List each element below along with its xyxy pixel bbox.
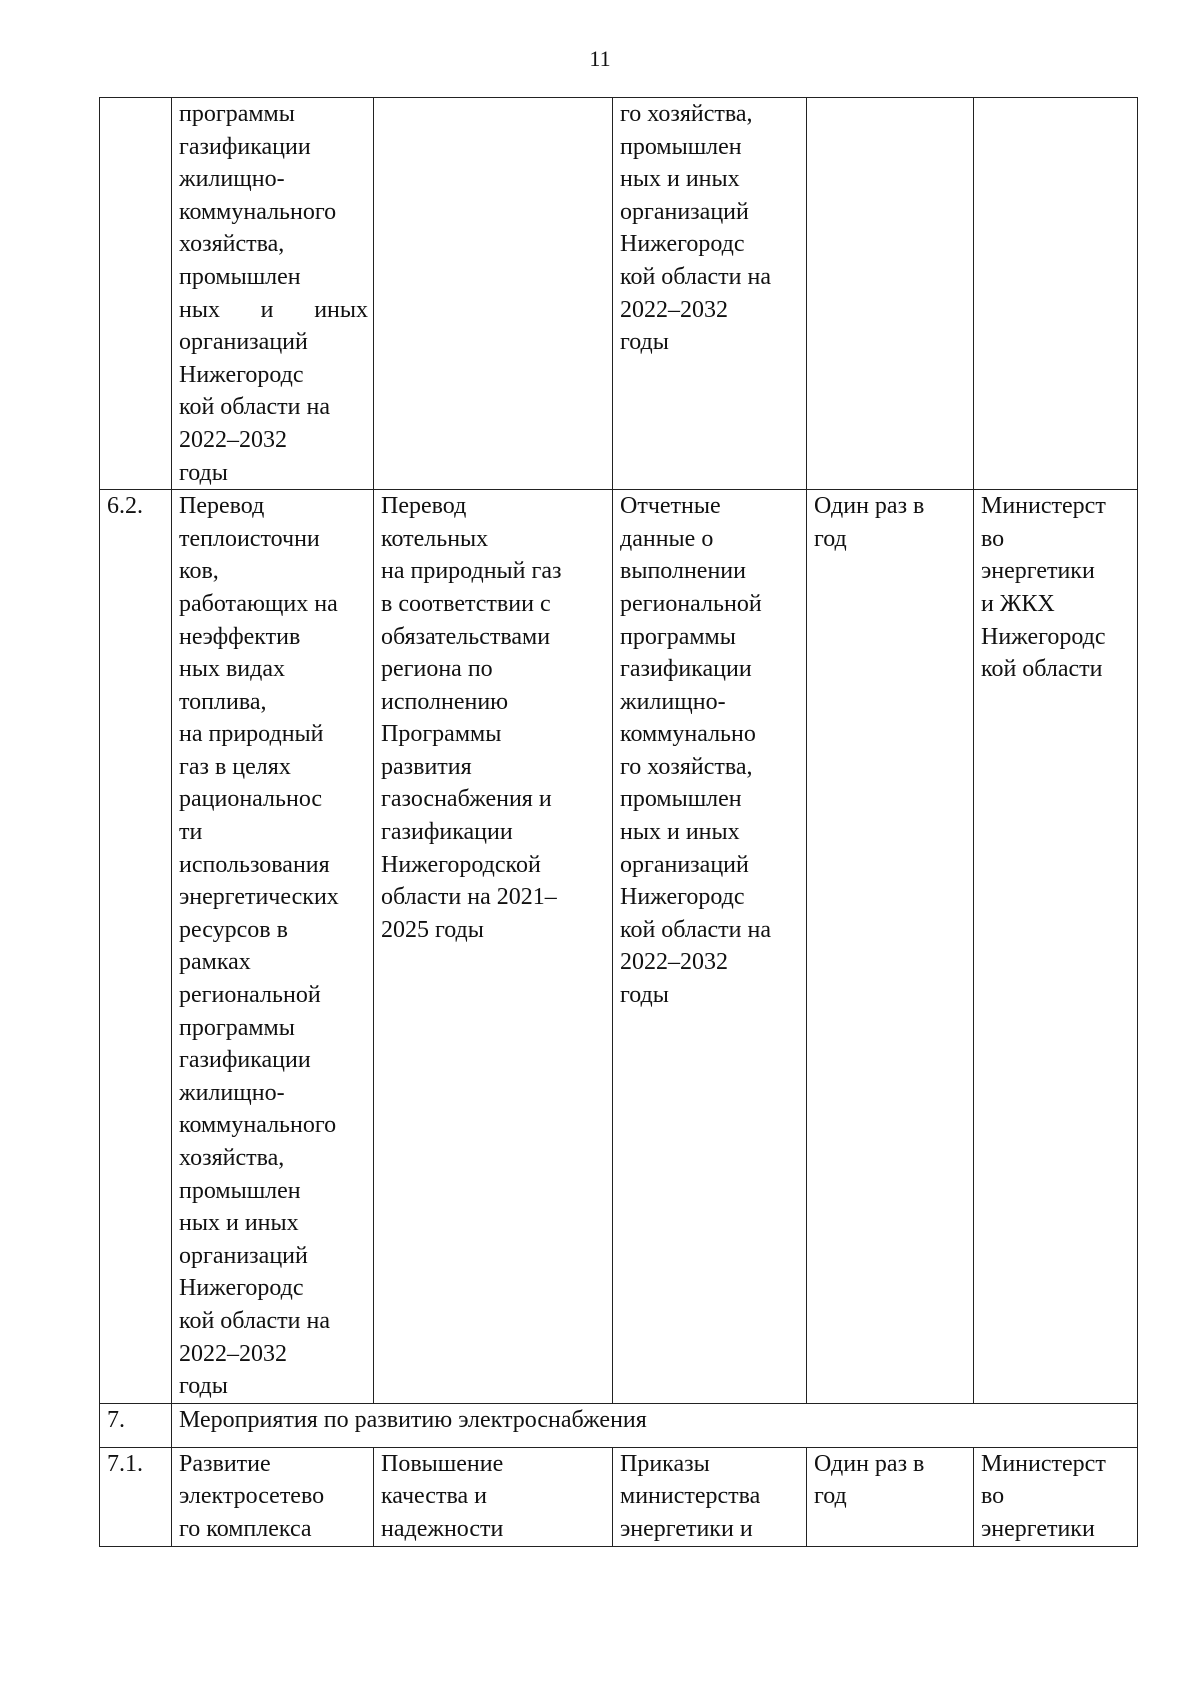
cell-line: газификации bbox=[381, 819, 513, 846]
cell-line: го хозяйства, bbox=[620, 753, 753, 780]
cell-line: Нижегородс bbox=[179, 1275, 304, 1302]
cell-line: во bbox=[981, 525, 1005, 552]
cell-line: промышлен bbox=[179, 1177, 301, 1204]
cell-line: программы bbox=[179, 1014, 295, 1041]
cell-line: го комплекса bbox=[179, 1515, 312, 1542]
cell-line: и ЖКХ bbox=[981, 590, 1055, 617]
cell-line: промышлен bbox=[620, 786, 742, 813]
cell-line: во bbox=[981, 1483, 1005, 1510]
row-number-cell bbox=[100, 1403, 172, 1447]
cell-line: Нижегородс bbox=[620, 884, 745, 911]
cell-line: ков, bbox=[179, 558, 219, 585]
cell-line: на природный газ bbox=[381, 558, 562, 585]
cell-line: годы bbox=[620, 982, 669, 1009]
measure-name-cell bbox=[172, 490, 374, 1404]
expected-result-cell bbox=[374, 490, 613, 1404]
cell-line bbox=[179, 294, 368, 327]
cell-line: кой области bbox=[981, 656, 1103, 683]
cell-line: энергетики bbox=[981, 1515, 1095, 1542]
cell-line: жилищно- bbox=[620, 688, 726, 715]
cell-line: выполнении bbox=[620, 558, 746, 585]
cell-line: Нижегородской bbox=[381, 851, 541, 878]
cell-line: неэффектив bbox=[179, 623, 301, 650]
cell-line: ресурсов в bbox=[179, 916, 288, 943]
cell-line: организаций bbox=[620, 851, 749, 878]
cell-line: региона по bbox=[381, 656, 493, 683]
cell-line: годы bbox=[620, 329, 669, 356]
cell-line: обязательствами bbox=[381, 623, 551, 650]
cell-line: кой области на bbox=[179, 1307, 331, 1334]
cell-line: ных и иных bbox=[620, 819, 740, 846]
cell-line: коммунального bbox=[179, 1112, 337, 1139]
cell-line: газификации bbox=[179, 1047, 311, 1074]
cell-line: газоснабжения и bbox=[381, 786, 552, 813]
table-row bbox=[100, 1403, 1138, 1447]
cell-line: 2022–2032 bbox=[179, 426, 287, 453]
section-title: Мероприятия по развитию электроснабжения bbox=[179, 1406, 647, 1433]
cell-line: ных видах bbox=[179, 656, 286, 683]
cell-line: коммунального bbox=[179, 198, 337, 225]
table-row bbox=[100, 1447, 1138, 1546]
cell-line: рамках bbox=[179, 949, 251, 976]
cell-line: энергетики bbox=[981, 558, 1095, 585]
cell-line: Нижегородс bbox=[620, 231, 745, 258]
cell-line: Перевод bbox=[381, 493, 467, 520]
cell-line: промышлен bbox=[179, 263, 301, 290]
table-row bbox=[100, 98, 1138, 490]
cell-line: газификации bbox=[620, 656, 752, 683]
cell-line: данные о bbox=[620, 525, 714, 552]
word: иных bbox=[314, 296, 368, 323]
measure-name-cell bbox=[172, 1447, 374, 1546]
row-number: 7.1. bbox=[107, 1450, 143, 1477]
cell-line: жилищно- bbox=[179, 1079, 285, 1106]
cell-line: 2022–2032 bbox=[620, 949, 728, 976]
cell-line: исполнению bbox=[381, 688, 509, 715]
cell-line: работающих на bbox=[179, 590, 338, 617]
cell-line: организаций bbox=[620, 198, 749, 225]
row-number-cell bbox=[100, 98, 172, 490]
cell-line: ных и иных bbox=[179, 1210, 299, 1237]
measures-table bbox=[99, 97, 1138, 1547]
periodicity-cell bbox=[807, 490, 974, 1404]
expected-result-cell bbox=[374, 1447, 613, 1546]
cell-line: кой области на bbox=[620, 263, 772, 290]
responsible-cell bbox=[974, 490, 1138, 1404]
cell-line: кой области на bbox=[179, 394, 331, 421]
cell-line: год bbox=[814, 525, 847, 552]
cell-line: Перевод bbox=[179, 493, 265, 520]
cell-line: использования bbox=[179, 851, 330, 878]
cell-line: Повышение bbox=[381, 1450, 504, 1477]
cell-line: годы bbox=[179, 459, 228, 486]
cell-line: энергетики и bbox=[620, 1515, 753, 1542]
cell-line: 2025 годы bbox=[381, 916, 484, 943]
cell-line: хозяйства, bbox=[179, 231, 285, 258]
cell-line: Министерст bbox=[981, 493, 1106, 520]
cell-line: региональной bbox=[179, 982, 321, 1009]
cell-line: ных и иных bbox=[620, 166, 740, 193]
cell-line: 2022–2032 bbox=[179, 1340, 287, 1367]
cell-line: энергетических bbox=[179, 884, 339, 911]
cell-line: области на 2021– bbox=[381, 884, 557, 911]
cell-line: надежности bbox=[381, 1515, 504, 1542]
cell-line: программы bbox=[620, 623, 736, 650]
reporting-form-cell bbox=[613, 490, 807, 1404]
cell-line: в соответствии с bbox=[381, 590, 551, 617]
cell-line: на природный bbox=[179, 721, 324, 748]
cell-line: Программы bbox=[381, 721, 502, 748]
cell-line: Отчетные bbox=[620, 493, 721, 520]
cell-line: Один раз в bbox=[814, 1450, 925, 1477]
cell-line: Министерст bbox=[981, 1450, 1106, 1477]
cell-line: программы bbox=[179, 101, 295, 127]
cell-line: Развитие bbox=[179, 1450, 271, 1477]
cell-line: рациональнос bbox=[179, 786, 323, 813]
cell-line: теплоисточни bbox=[179, 525, 320, 552]
periodicity-cell bbox=[807, 98, 974, 490]
row-number: 7. bbox=[107, 1406, 125, 1433]
cell-line: котельных bbox=[381, 525, 489, 552]
cell-line: организаций bbox=[179, 1242, 308, 1269]
cell-line: годы bbox=[179, 1373, 228, 1400]
cell-line: Нижегородс bbox=[981, 623, 1106, 650]
cell-line: региональной bbox=[620, 590, 762, 617]
table-row bbox=[100, 490, 1138, 1404]
page-number: 11 bbox=[589, 46, 611, 71]
cell-line: ти bbox=[179, 819, 203, 846]
cell-line: коммунально bbox=[620, 721, 756, 748]
row-number-cell bbox=[100, 1447, 172, 1546]
cell-line: топлива, bbox=[179, 688, 267, 715]
cell-line: газ в целях bbox=[179, 753, 291, 780]
cell-line: жилищно- bbox=[179, 166, 285, 193]
cell-line: Приказы bbox=[620, 1450, 710, 1477]
periodicity-cell bbox=[807, 1447, 974, 1546]
cell-line: хозяйства, bbox=[179, 1145, 285, 1171]
measure-name-cell bbox=[172, 98, 374, 490]
section-title-cell bbox=[172, 1403, 1138, 1447]
cell-line: министерства bbox=[620, 1483, 761, 1510]
row-number-cell bbox=[100, 490, 172, 1404]
cell-line: кой области на bbox=[620, 916, 772, 943]
reporting-form-cell bbox=[613, 98, 807, 490]
cell-line: Один раз в bbox=[814, 493, 925, 520]
responsible-cell bbox=[974, 98, 1138, 490]
expected-result-cell bbox=[374, 98, 613, 490]
cell-line: 2022–2032 bbox=[620, 296, 728, 323]
cell-line: промышлен bbox=[620, 133, 742, 160]
responsible-cell bbox=[974, 1447, 1138, 1546]
row-number: 6.2. bbox=[107, 493, 143, 520]
cell-line: газификации bbox=[179, 133, 311, 160]
cell-line: организаций bbox=[179, 329, 308, 356]
cell-line: развития bbox=[381, 753, 472, 780]
word: и bbox=[260, 296, 274, 323]
cell-line: го хозяйства, bbox=[620, 101, 753, 127]
cell-line: электросетево bbox=[179, 1483, 325, 1510]
cell-line: качества и bbox=[381, 1483, 487, 1510]
cell-line: год bbox=[814, 1483, 847, 1510]
word: ных bbox=[179, 296, 220, 323]
cell-line: Нижегородс bbox=[179, 361, 304, 388]
reporting-form-cell bbox=[613, 1447, 807, 1546]
